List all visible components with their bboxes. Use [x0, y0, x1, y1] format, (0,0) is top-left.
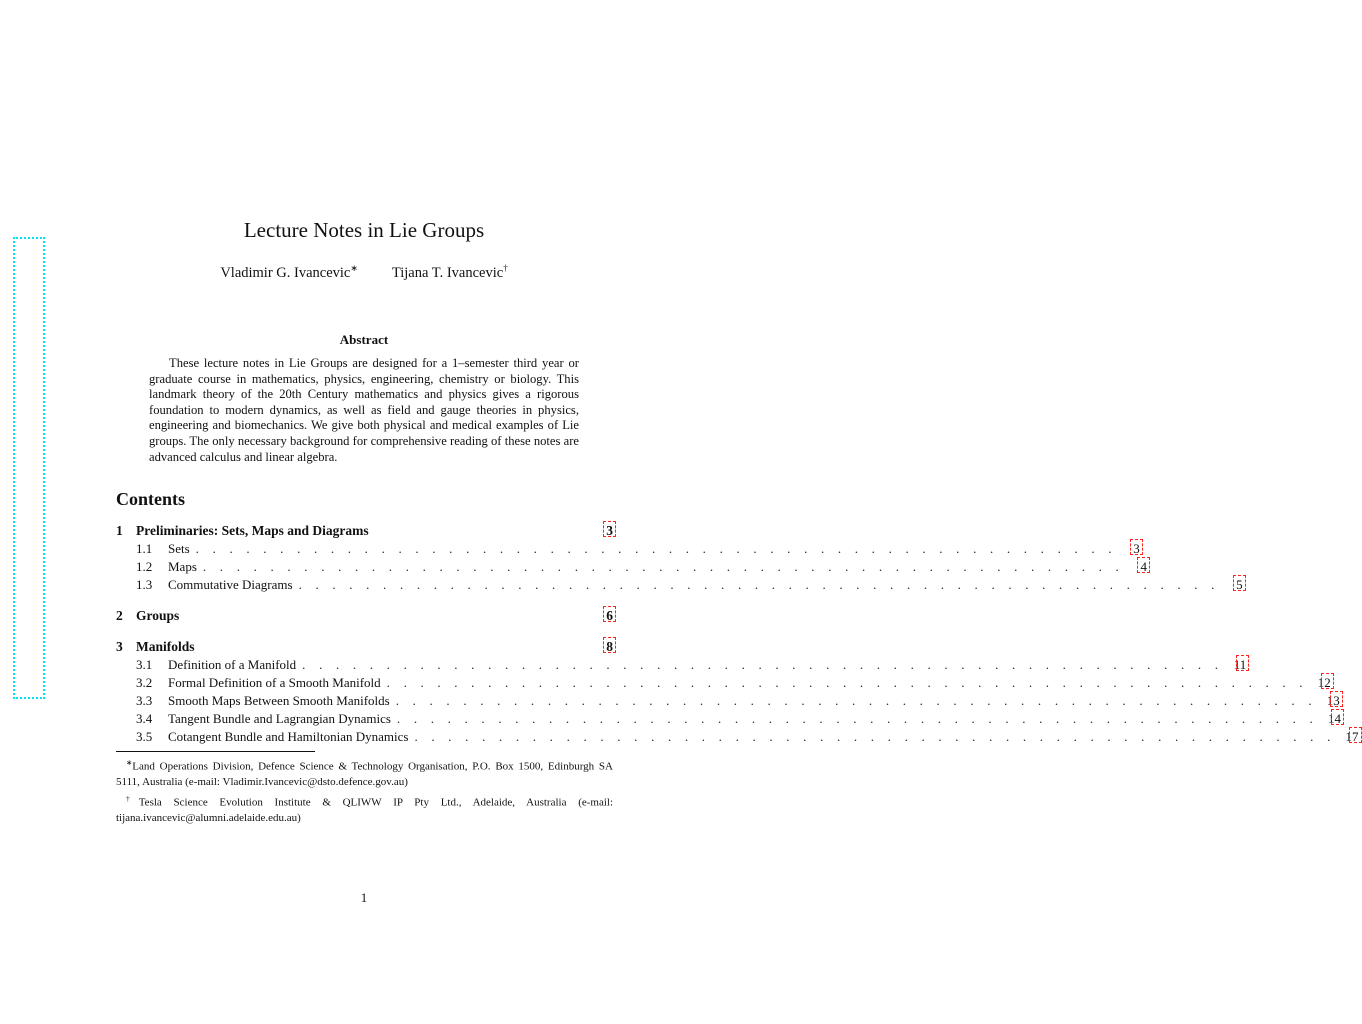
- toc-leader-dots: . . . . . . . . . . . . . . . . . . . . . . . . . . . . . . . . . . . . . . . . . . . . . . . . . . . . . . .: [302, 657, 1224, 672]
- toc-number: 3.3: [136, 693, 153, 708]
- toc-page-link[interactable]: [1230, 577, 1243, 593]
- toc-subsection-row[interactable]: [116, 657, 1247, 675]
- contents-heading: Contents: [116, 489, 186, 509]
- toc-page-link[interactable]: [1346, 729, 1359, 745]
- link-border: [1349, 727, 1362, 743]
- toc-number: 3.1: [136, 657, 153, 672]
- toc-number: 3.4: [136, 711, 153, 726]
- toc-number: 1.1: [136, 541, 153, 556]
- toc-number: 1: [116, 523, 123, 538]
- link-border: [603, 521, 616, 537]
- toc-title[interactable]: Commutative Diagrams: [168, 577, 293, 592]
- link-border: [1331, 709, 1344, 725]
- toc-page-number: 5: [1236, 577, 1243, 592]
- toc-subsection-row[interactable]: [116, 693, 1340, 711]
- toc-number: 3: [116, 639, 123, 654]
- toc-leader-dots: . . . . . . . . . . . . . . . . . . . . . . . . . . . . . . . . . . . . . . . . . . . . . . . . . . . . . . .: [395, 693, 1317, 708]
- author-footnote-mark[interactable]: †: [503, 263, 508, 273]
- author-name: Vladimir G. Ivancevic: [220, 264, 351, 281]
- toc-page-number: 3: [1133, 541, 1140, 556]
- toc-page-link[interactable]: [1127, 541, 1140, 557]
- link-border: [1321, 673, 1334, 689]
- footnote: [116, 791, 613, 827]
- toc-leader-dots: . . . . . . . . . . . . . . . . . . . . . . . . . . . . . . . . . . . . . . . . . . . . . . . . . . . . . . .: [414, 729, 1336, 744]
- toc-number: 1.2: [136, 559, 153, 574]
- toc-subsection-row[interactable]: [116, 541, 1140, 559]
- toc-subsection-row[interactable]: [116, 675, 1331, 693]
- abstract-heading: Abstract: [339, 332, 389, 347]
- toc-title[interactable]: Manifolds: [136, 639, 195, 654]
- toc-page-number: 11: [1233, 657, 1247, 672]
- toc-leader-dots: . . . . . . . . . . . . . . . . . . . . . . . . . . . . . . . . . . . . . . . . . . . . . . . . . . . . . . .: [298, 577, 1220, 592]
- toc-title[interactable]: Tangent Bundle and Lagrangian Dynamics: [168, 711, 391, 726]
- toc-page-link[interactable]: [600, 608, 613, 624]
- toc-page-number: 12: [1317, 675, 1331, 690]
- toc-page-link[interactable]: [600, 639, 613, 655]
- toc-title[interactable]: Formal Definition of a Smooth Manifold: [168, 675, 381, 690]
- toc-page-number: 14: [1327, 711, 1341, 726]
- footnote-mark: ∗: [126, 758, 133, 767]
- footnote-text: Tesla Science Evolution Institute & QLIWW IP Pty Ltd., Adelaide, Australia (e-mail: tijana.ivancevic@alumni.adelaide.edu.au): [116, 796, 614, 824]
- toc-title[interactable]: Sets: [168, 541, 190, 556]
- link-border: [603, 637, 616, 653]
- toc-page-link[interactable]: [1327, 693, 1340, 709]
- toc-leader-dots: . . . . . . . . . . . . . . . . . . . . . . . . . . . . . . . . . . . . . . . . . . . . . . . . . . . . . . .: [195, 541, 1117, 556]
- toc-title[interactable]: Cotangent Bundle and Hamiltonian Dynamics: [168, 729, 409, 744]
- toc-leader-dots: . . . . . . . . . . . . . . . . . . . . . . . . . . . . . . . . . . . . . . . . . . . . . . . . . . . . . . .: [202, 559, 1124, 574]
- toc-page-number: 13: [1326, 693, 1340, 708]
- author-footnote-mark[interactable]: ∗: [350, 263, 358, 273]
- footnotes: [116, 755, 613, 826]
- toc-title[interactable]: Maps: [168, 559, 197, 574]
- toc-number: 3.5: [136, 729, 153, 744]
- toc-title[interactable]: Definition of a Manifold: [168, 657, 297, 672]
- link-border: [603, 606, 616, 622]
- toc-page-number: 3: [606, 523, 613, 538]
- toc-subsection-row[interactable]: [116, 559, 1147, 577]
- link-border: [1130, 539, 1143, 555]
- link-border: [1330, 691, 1343, 707]
- link-border: [1137, 557, 1150, 573]
- toc-page-number: 8: [606, 639, 613, 654]
- toc-title[interactable]: Smooth Maps Between Smooth Manifolds: [168, 693, 390, 708]
- toc-page-number: 17: [1345, 729, 1359, 744]
- toc-number: 3.2: [136, 675, 153, 690]
- toc-page-link[interactable]: [1328, 711, 1341, 727]
- toc-page-link[interactable]: [1134, 559, 1147, 575]
- toc-section-row[interactable]: [116, 608, 613, 626]
- toc-title[interactable]: Preliminaries: Sets, Maps and Diagrams: [136, 523, 369, 538]
- footnote-rule: [116, 751, 315, 752]
- footnote: [116, 755, 613, 791]
- toc-subsection-row[interactable]: [116, 577, 1243, 595]
- link-border: [1233, 575, 1246, 591]
- paper-title: Lecture Notes in Lie Groups: [243, 218, 485, 242]
- toc-page-number: 6: [606, 608, 613, 623]
- author-list: [0, 263, 728, 282]
- footnote-text: Land Operations Division, Defence Science & Technology Organisation, P.O. Box 1500, Edinburgh SA 5111, Australia (e-mail: Vladimir.Ivancevic@dsto.defence.gov.au): [116, 760, 613, 789]
- toc-page-link[interactable]: [600, 523, 613, 539]
- toc-number: 2: [116, 608, 123, 623]
- table-of-contents: [116, 523, 1359, 747]
- page-number: 1: [360, 890, 368, 905]
- toc-section-row[interactable]: [116, 639, 613, 657]
- toc-section-row[interactable]: [116, 523, 613, 541]
- toc-number: 1.3: [136, 577, 153, 592]
- toc-subsection-row[interactable]: [116, 729, 1359, 747]
- toc-page-link[interactable]: [1233, 657, 1246, 673]
- toc-leader-dots: . . . . . . . . . . . . . . . . . . . . . . . . . . . . . . . . . . . . . . . . . . . . . . . . . . . . . . .: [386, 675, 1308, 690]
- toc-subsection-row[interactable]: [116, 711, 1341, 729]
- footnote-mark: †: [126, 793, 139, 803]
- abstract-text: These lecture notes in Lie Groups are designed for a 1–semester third year or graduate course in mathematics, physics, engineering, chemistry or biology. This landmark theory of the 20th Century mathematics and physics gives a rigorous foundation to modern dynamics, as well as field and gauge theories in physics, engineering and biomechanics. We give both physical and medical examples of Lie groups. The only necessary background for comprehensive reading of these notes are advanced calculus and linear algebra.: [149, 356, 579, 464]
- margin-annotation-box: [13, 237, 45, 699]
- toc-page-link[interactable]: [1318, 675, 1331, 691]
- toc-leader-dots: . . . . . . . . . . . . . . . . . . . . . . . . . . . . . . . . . . . . . . . . . . . . . . . . . . . . . . .: [396, 711, 1318, 726]
- link-border: [1233, 655, 1249, 672]
- author-name: Tijana T. Ivancevic: [391, 264, 504, 281]
- toc-title[interactable]: Groups: [136, 608, 180, 623]
- toc-page-number: 4: [1140, 559, 1147, 574]
